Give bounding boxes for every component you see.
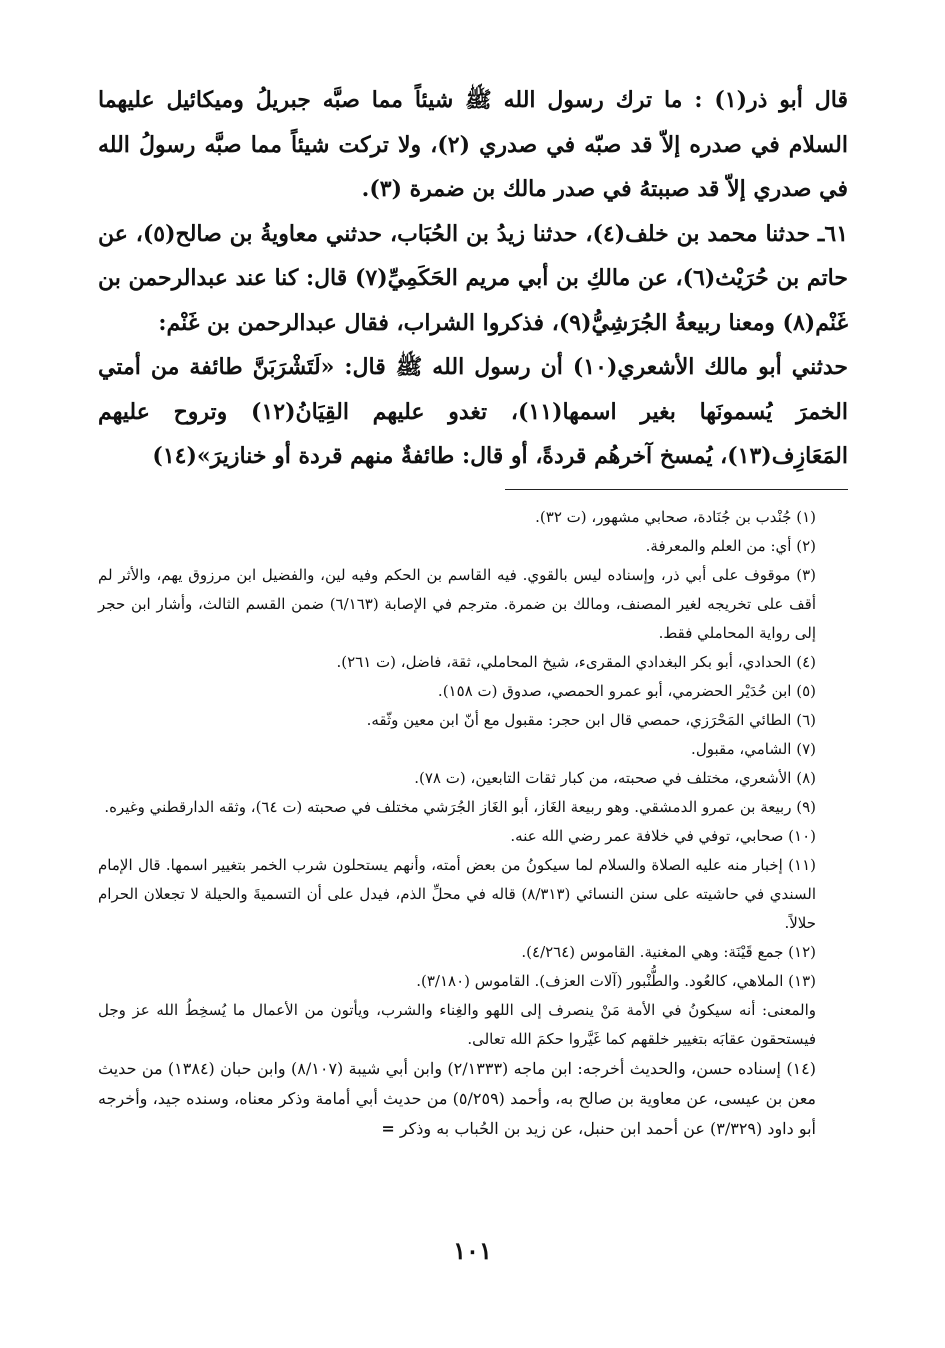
footnote-5: (٥) ابن حُدَيْر الحضرمي، أبو عمرو الحمصي، صدوق (ت ١٥٨). (437, 682, 816, 700)
footnote-14-text: (١٤) إسناده حسن، والحديث أخرجه: ابن ماجه (٢/١٣٣٣) وابن أبي شيبة (٨/١٠٧) وابن حبان (١٣٨٤) من حديث معن بن عيسى، عن معاوية بن صالح به، وأحمد (٥/٢٥٩) من حديث أبي أمامة وذكر معناه، وسنده جيد، وأخرجه أبو داود (٣/٣٢٩) عن أحمد ابن حنبل، عن زيد بن الحُباب به وذكر (98, 1059, 817, 1138)
footnote-8: (٨) الأشعري، مختلف في صحبته، من كبار ثقات التابعين، (ت ٧٨). (414, 769, 816, 787)
main-text (98, 78, 848, 479)
footnote-11: (١١) إخبار منه عليه الصلاة والسلام لما سيكونُ من بعض أمته، وأنهم يستحلون شرب الخمر بتغيير اسمها. قال الإمام السندي في حاشيته على سنن النسائي (٨/٣١٣) قاله في محلِّ الذم، فيدل على أن التسميةَ والحيلة لا تجعلان الحرام حلالاً. (98, 856, 816, 932)
continuation-mark: = (381, 1119, 395, 1138)
footnote-2: (٢) أي: من العلم والمعرفة. (645, 537, 816, 555)
footnote-6: (٦) الطائي المَحْرَزي، حمصي قال ابن حجر: مقبول مع أنّ ابن معين وثّقه. (366, 711, 816, 729)
footnote-9: (٩) ربيعة بن عمرو الدمشقي. وهو ربيعة الغَاز، أبو الغَاز الجُرَشي مختلف في صحبته (ت ٦٤)، وثقه الدارقطني وغيره. (104, 798, 816, 816)
footnote-1: (١) جُنْدب بن جُنَادة، صحابي مشهور، (ت ٣٢). (535, 508, 816, 526)
footnote-10: (١٠) صحابي، توفي في خلافة عمر رضي الله عنه. (510, 827, 816, 845)
main-paragraph-3: حدثني أبو مالك الأشعري(١٠) أن رسول الله ﷺ قال: «لَتَشْرَبَنَّ طائفة من أمتي الخمرَ يُسمونَها بغير اسمها(١١)، تغدو عليهم القِيَانُ(١٢) وتروح عليهم المَعَازِف(١٣)، يُمسخ آخرهُم قردةً، أو قال: طائفةٌ منهم قردة أو خنازيرَ»(١٤) (98, 354, 848, 469)
footnote-3: (٣) موقوف على أبي ذر، وإسناده ليس بالقوي. فيه القاسم بن الحكم وفيه لين، والفضيل ابن مرزوق يهم، والأثر لم أقف على تخريجه لغير المصنف، ومالك بن ضمرة. مترجم في الإصابة (٦/١٦٣) ضمن القسم الثالث، وأشار ابن حجر إلى رواية المحاملي فقط. (98, 566, 816, 642)
footnote-separator (505, 489, 848, 490)
footnote-13: (١٣) الملاهي، كالعُود. والطُّنْبور (آلات العزف). القاموس (٣/١٨٠). (416, 972, 816, 990)
footnote-4: (٤) الحدادي، أبو بكر البغدادي المقرىء، شيخ المحاملي، ثقة، فاضل، (ت ٢٦١). (336, 653, 816, 671)
footnote-12: (١٢) جمع قَيْنَة: وهي المغنية. القاموس (٤/٢٦٤). (521, 943, 816, 961)
footnotes (98, 503, 848, 1144)
footnote-13-meaning: والمعنى: أنه سيكونُ في الأمة مَنْ ينصرف إلى اللهو والغِناء والشرب، ويأتون من الأعمال ما يُسخِطُ الله عز وجل فيستحقون عقابَه بتغيير خلقهم كما غَيَّروا حكمَ الله تعالى. (98, 1001, 816, 1048)
footnote-7: (٧) الشامي، مقبول. (691, 740, 816, 758)
main-paragraph-1: قال أبو ذر(١) : ما ترك رسول الله ﷺ شيئاً مما صبَّه جبريلُ وميكائيل عليهما السلام في صدره إلاّ قد صبّه في صدري (٢)، ولا تركت شيئاً مما صبَّه رسولُ الله في صدري إلاّ قد صببتهُ في صدر مالك بن ضمرة (٣). (98, 87, 849, 202)
page-number: ١٠١ (453, 1236, 492, 1265)
main-paragraph-2: ٦١ـ حدثنا محمد بن خلف(٤)، حدثنا زيدُ بن الحُبَاب، حدثني معاويةُ بن صالح(٥)، عن حاتم بن حُرَيْث(٦)، عن مالكِ بن أبي مريم الحَكَمِيِّ(٧) قال: كنا عند عبدالرحمن بن غَنْم(٨) ومعنا ربيعةُ الجُرَشِيُّ(٩)، فذكروا الشراب، فقال عبدالرحمن بن غَنْم: (97, 220, 849, 336)
footnote-14 (98, 1054, 848, 1144)
